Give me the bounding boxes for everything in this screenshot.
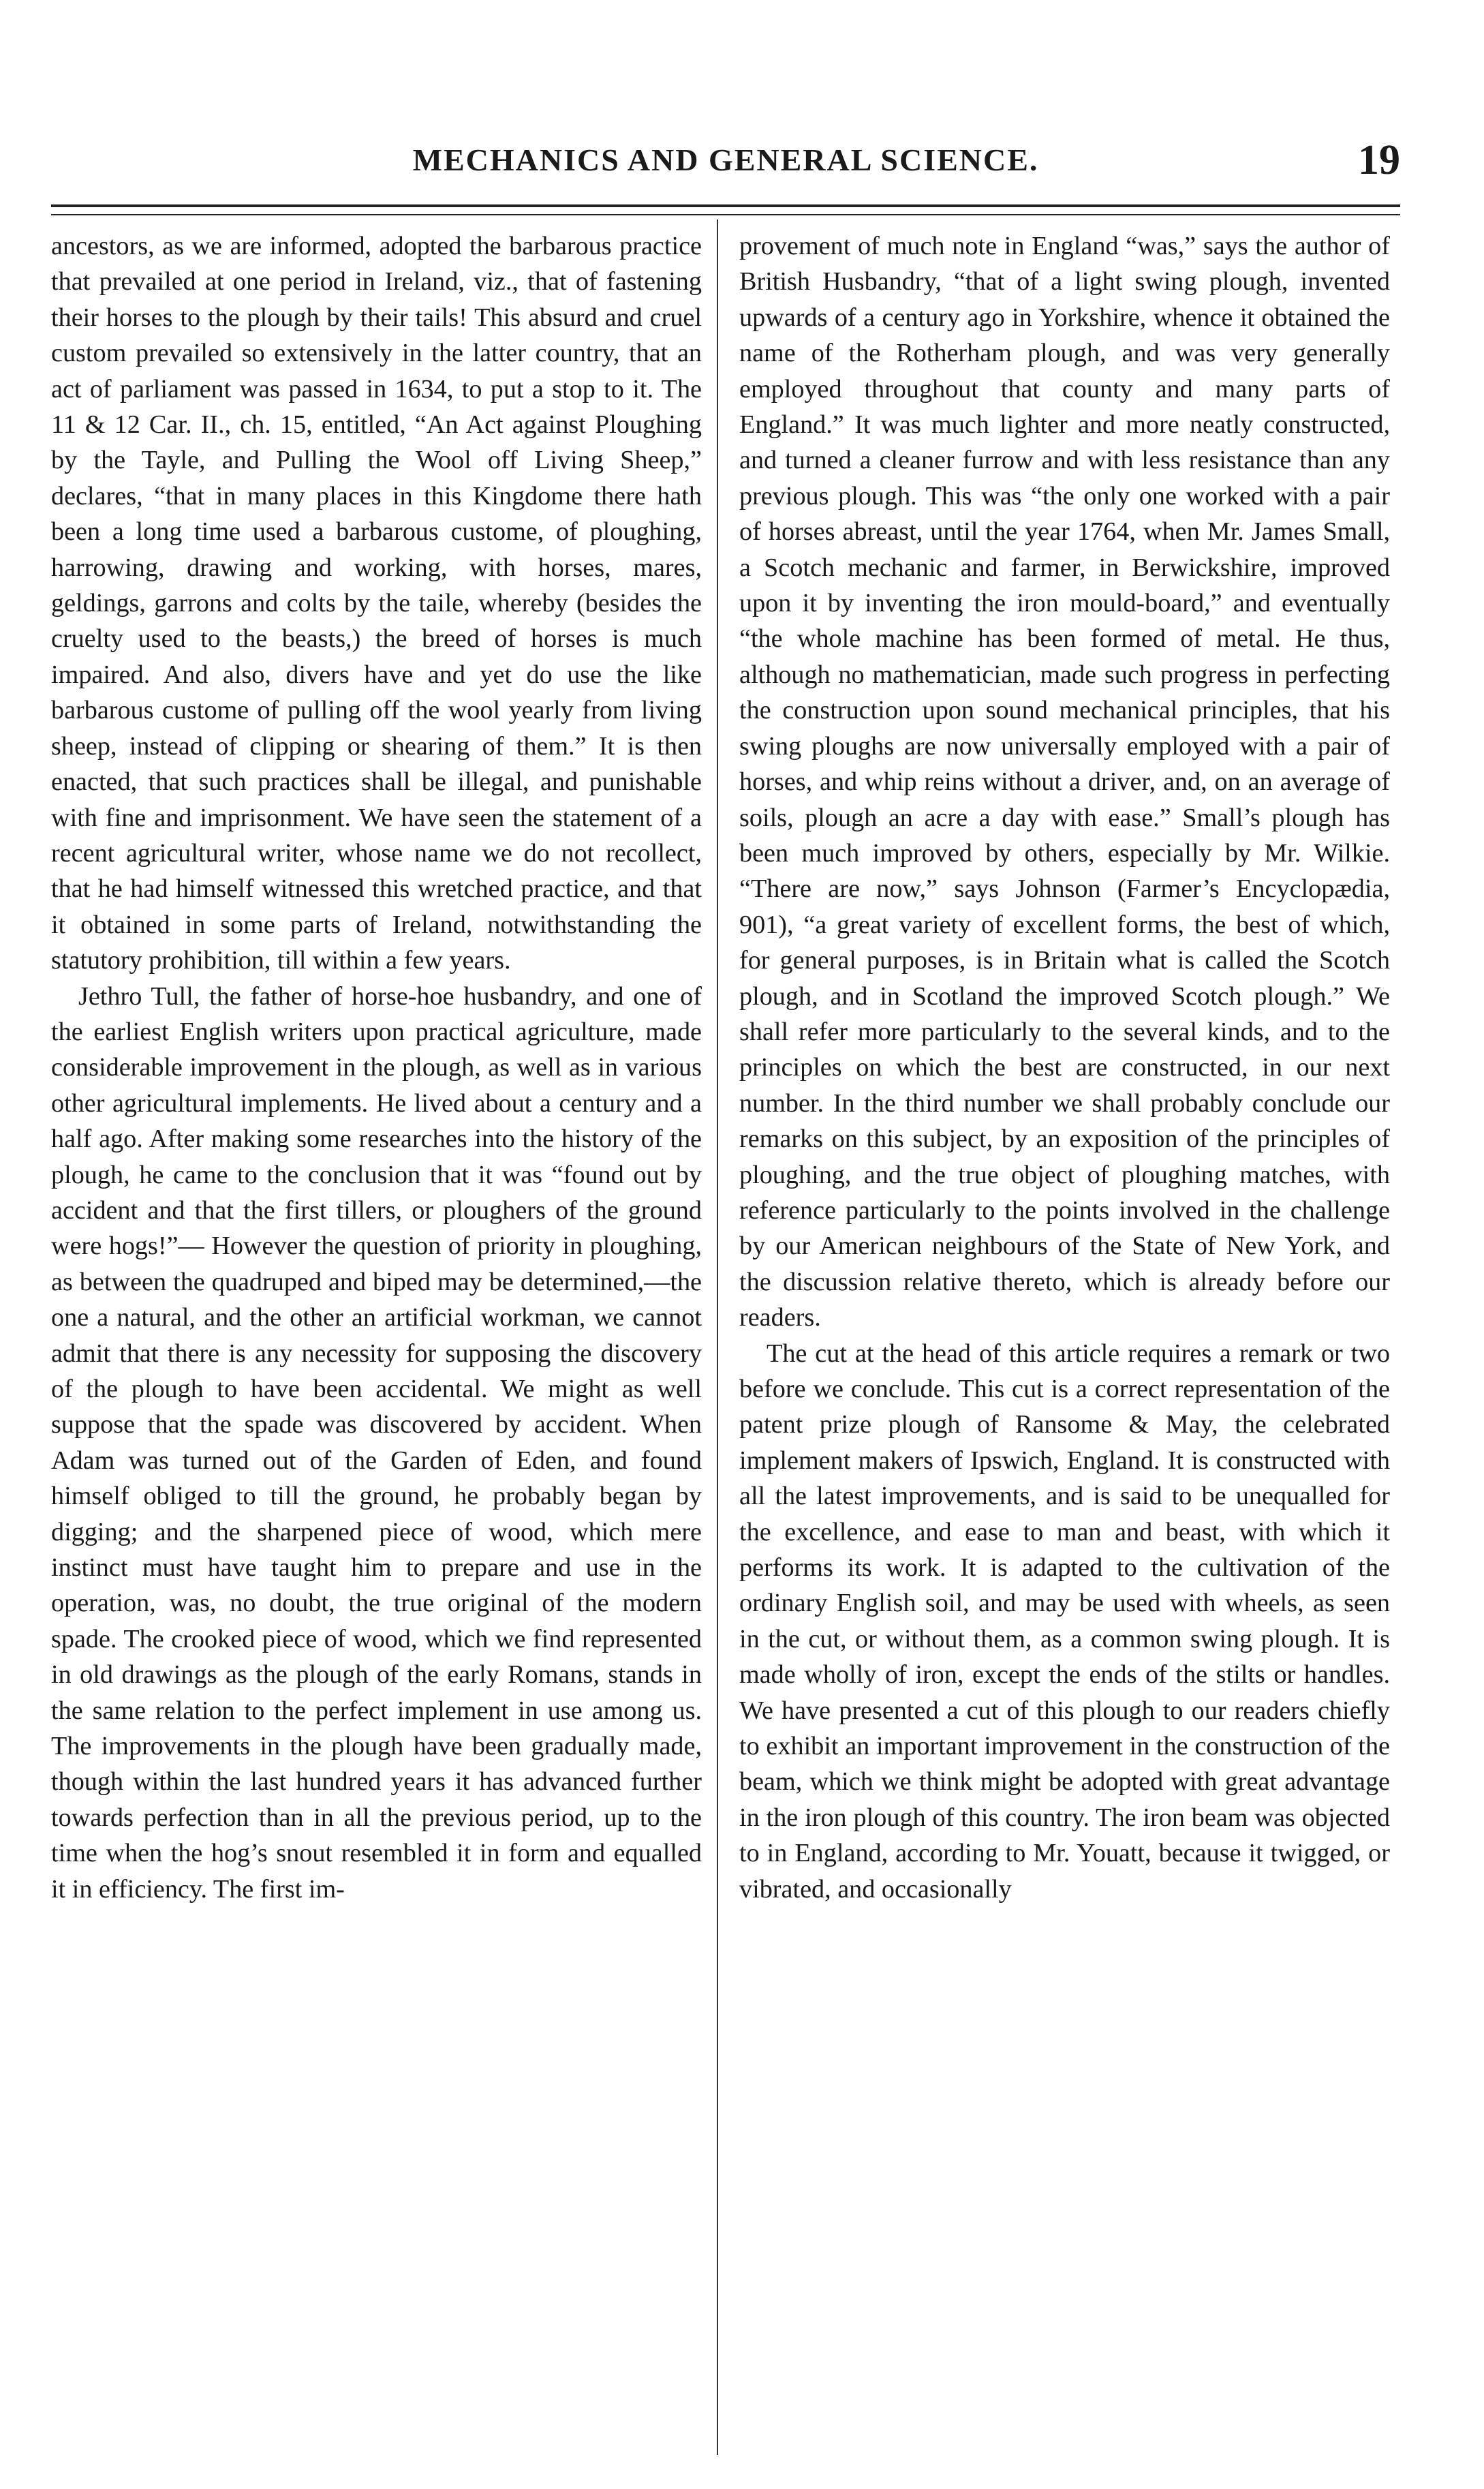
running-head: MECHANICS AND GENERAL SCIENCE. — [412, 142, 1039, 177]
header-rule-thin — [51, 214, 1400, 215]
page-header — [51, 136, 1400, 191]
header-rule-thick — [51, 204, 1400, 207]
left-paragraph-2: Jethro Tull, the father of horse-hoe husbandry, and one of the earliest English writers upon practical agriculture, made considerable improvement in the plough, as well as in various other agricultural implements. He lived about a century and a half ago. After making some researches into the history of the plough, he came to the conclusion that it was “found out by accident and that the first tillers, or ploughers of the ground were hogs!”— However the question of priority in ploughing, as between the quadruped and biped may be determined,—the one a natural, and the other an artificial workman, we cannot admit that there is any necessity for supposing the discovery of the plough to have been accidental. We might as well suppose that the spade was discovered by accident. When Adam was turned out of the Garden of Eden, and found himself obliged to till the ground, he probably began by digging; and the sharpened piece of wood, which mere instinct must have taught him to prepare and use in the operation, was, no doubt, the true original of the modern spade. The crooked piece of wood, which we find represented in old drawings as the plough of the early Romans, stands in the same relation to the perfect implement in use among us. The improvements in the plough have been gradually made, though within the last hundred years it has advanced further towards perfection than in all the previous period, up to the time when the hog’s snout resembled it in form and equalled it in efficiency. The first im- — [51, 981, 702, 1904]
column-divider — [717, 219, 718, 2455]
right-column — [739, 228, 1390, 1907]
right-paragraph-1: provement of much note in England “was,” says the author of British Husbandry, “that of a light swing plough, invented upwards of a century ago in Yorkshire, whence it obtained the name of the Rotherham plough, and was very generally employed throughout that county and many parts of England.” It was much lighter and more neatly constructed, and turned a cleaner furrow and with less resistance than any previous plough. This was “the only one worked with a pair of horses abreast, until the year 1764, when Mr. James Small, a Scotch mechanic and farmer, in Berwickshire, improved upon it by inventing the iron mould-board,” and eventually “the whole machine has been formed of metal. He thus, although no mathematician, made such progress in perfecting the construction upon sound mechanical principles, that his swing ploughs are now universally employed with a pair of horses, and whip reins without a driver, and, on an average of soils, plough an acre a day with ease.” Small’s plough has been much improved by others, especially by Mr. Wilkie. “There are now,” says Johnson (Farmer’s Encyclopædia, 901), “a great variety of excellent forms, the best of which, for general purposes, is in Britain what is called the Scotch plough, and in Scotland the improved Scotch plough.” We shall refer more particularly to the several kinds, and to the principles on which the best are constructed, in our next number. In the third number we shall probably conclude our remarks on this subject, by an exposition of the principles of ploughing, and the true object of ploughing matches, with reference particularly to the points involved in the challenge by our American neighbours of the State of New York, and the discussion relative thereto, which is already before our readers. — [739, 232, 1390, 1332]
left-paragraph-1: ancestors, as we are informed, adopted the barbarous practice that prevailed at one period in Ireland, viz., that of fastening their horses to the plough by their tails! This absurd and cruel custom prevailed so extensively in the latter country, that an act of parliament was passed in 1634, to put a stop to it. The 11 & 12 Car. II., ch. 15, entitled, “An Act against Ploughing by the Tayle, and Pulling the Wool off Living Sheep,” declares, “that in many places in this Kingdome there hath been a long time used a barbarous custome, of ploughing, harrowing, drawing and working, with horses, mares, geldings, garrons and colts by the taile, whereby (besides the cruelty used to the beasts,) the breed of horses is much impaired. And also, divers have and yet do use the like barbarous custome of pulling off the wool yearly from living sheep, instead of clipping or shearing of them.” It is then enacted, that such practices shall be illegal, and punishable with fine and imprisonment. We have seen the statement of a recent agricultural writer, whose name we do not recollect, that he had himself witnessed this wretched practice, and that it obtained in some parts of Ireland, notwithstanding the statutory prohibition, till within a few years. — [51, 232, 702, 975]
right-paragraph-2: The cut at the head of this article requires a remark or two before we conclude. This cut is a correct representation of the patent prize plough of Ransome & May, the celebrated implement makers of Ipswich, England. It is constructed with all the latest improvements, and is said to be unequalled for the excellence, and ease to man and beast, with which it performs its work. It is adapted to the cultivation of the ordinary English soil, and may be used with wheels, as seen in the cut, or without them, as a common swing plough. It is made wholly of iron, except the ends of the stilts or handles. We have presented a cut of this plough to our readers chiefly to exhibit an important improvement in the construction of the beam, which we think might be adopted with great advantage in the iron plough of this country. The iron beam was objected to in England, according to Mr. Youatt, because it twigged, or vibrated, and occasionally — [739, 1339, 1390, 1904]
left-column — [51, 228, 702, 1907]
page-number: 19 — [1358, 137, 1400, 183]
